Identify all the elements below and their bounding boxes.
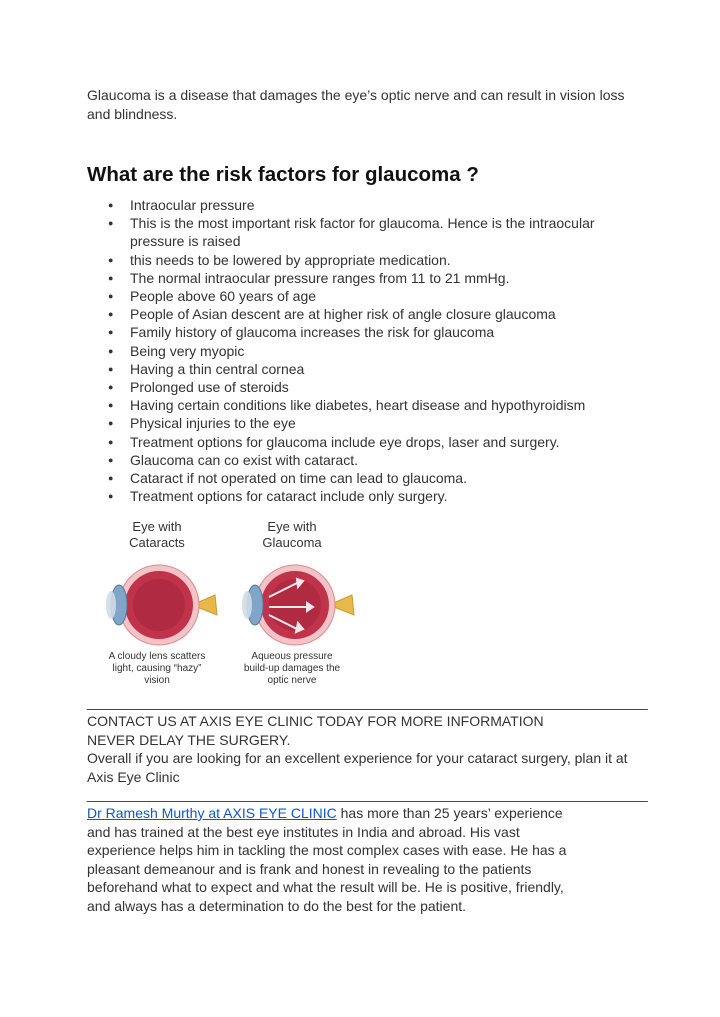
contact-block xyxy=(87,712,647,786)
risk-factor-item: ● Intraocular pressure xyxy=(87,196,607,214)
eye-cross-section-illustration xyxy=(97,557,367,652)
contact-line: Overall if you are looking for an excellent experience for your cataract surgery, plan it at Axis Eye Clinic xyxy=(87,750,628,785)
cataract-eye-icon xyxy=(106,565,217,645)
risk-factor-item: ● Treatment options for glaucoma include eye drops, laser and surgery. xyxy=(87,433,607,451)
risk-factor-item: ● Physical injuries to the eye xyxy=(87,414,607,432)
risk-factor-item: ● This is the most important risk factor for glaucoma. Hence is the intraocular pressure is raised xyxy=(87,214,607,250)
doctor-bio-text: has more than 25 years’ experience and has trained at the best eye institutes in India and abroad. His vast experience helps him in tackling the most complex cases with ease. He has a pleasant demeanour and is frank and honest in revealing to the patients beforehand what to expect and what the result will be. He is positive, friendly, and always has a determination to do the best for the patient. xyxy=(87,805,567,914)
glaucoma-title-line: Eye with xyxy=(267,519,317,534)
risk-factor-item: ● this needs to be lowered by appropriate medication. xyxy=(87,251,607,269)
doctor-profile-link[interactable]: Dr Ramesh Murthy at AXIS EYE CLINIC xyxy=(87,805,337,821)
horizontal-rule: ________________________________________________________________________ xyxy=(87,694,648,710)
intro-paragraph: Glaucoma is a disease that damages the eye’s optic nerve and can result in vision loss and blindness. xyxy=(87,87,625,122)
horizontal-rule: ________________________________________________________________________ xyxy=(87,786,648,802)
contact-line: CONTACT US AT AXIS EYE CLINIC TODAY FOR MORE INFORMATION xyxy=(87,713,544,729)
glaucoma-title xyxy=(232,519,352,551)
cataract-caption-line: vision xyxy=(144,675,170,686)
cataract-title-line: Cataracts xyxy=(129,535,185,550)
risk-factor-item: ● Having certain conditions like diabetes, heart disease and hypothyroidism xyxy=(87,396,607,414)
cataract-caption-line: A cloudy lens scatters xyxy=(108,651,206,662)
glaucoma-title-line: Glaucoma xyxy=(262,535,322,550)
contact-line: NEVER DELAY THE SURGERY. xyxy=(87,731,291,748)
glaucoma-caption xyxy=(232,651,352,687)
cataract-caption-line: light, causing “hazy” xyxy=(112,663,202,674)
cataract-title xyxy=(97,519,217,551)
risk-factor-item: ● Having a thin central cornea xyxy=(87,360,607,378)
section-heading: What are the risk factors for glaucoma ? xyxy=(87,163,479,186)
risk-factor-item: ● Family history of glaucoma increases the risk for glaucoma xyxy=(87,323,607,341)
risk-factor-item: ● Treatment options for cataract include only surgery. xyxy=(87,487,607,505)
risk-factor-item: ● People of Asian descent are at higher risk of angle closure glaucoma xyxy=(87,305,607,323)
eye-comparison-figure xyxy=(97,517,377,687)
glaucoma-caption-line: Aqueous pressure xyxy=(251,651,333,662)
risk-factor-list xyxy=(87,196,607,505)
risk-factor-item: ● Being very myopic xyxy=(87,342,607,360)
doctor-bio-paragraph xyxy=(87,804,577,916)
risk-factor-item: ● Cataract if not operated on time can lead to glaucoma. xyxy=(87,469,607,487)
risk-factor-item: ● The normal intraocular pressure ranges from 11 to 21 mmHg. xyxy=(87,269,607,287)
glaucoma-eye-icon xyxy=(242,565,354,645)
cataract-caption xyxy=(97,651,217,687)
risk-factor-item: ● Glaucoma can co exist with cataract. xyxy=(87,451,607,469)
glaucoma-caption-line: optic nerve xyxy=(267,675,317,686)
glaucoma-caption-line: build-up damages the xyxy=(243,663,341,674)
risk-factor-item: ● Prolonged use of steroids xyxy=(87,378,607,396)
cataract-title-line: Eye with xyxy=(132,519,182,534)
risk-factor-item: ● People above 60 years of age xyxy=(87,287,607,305)
